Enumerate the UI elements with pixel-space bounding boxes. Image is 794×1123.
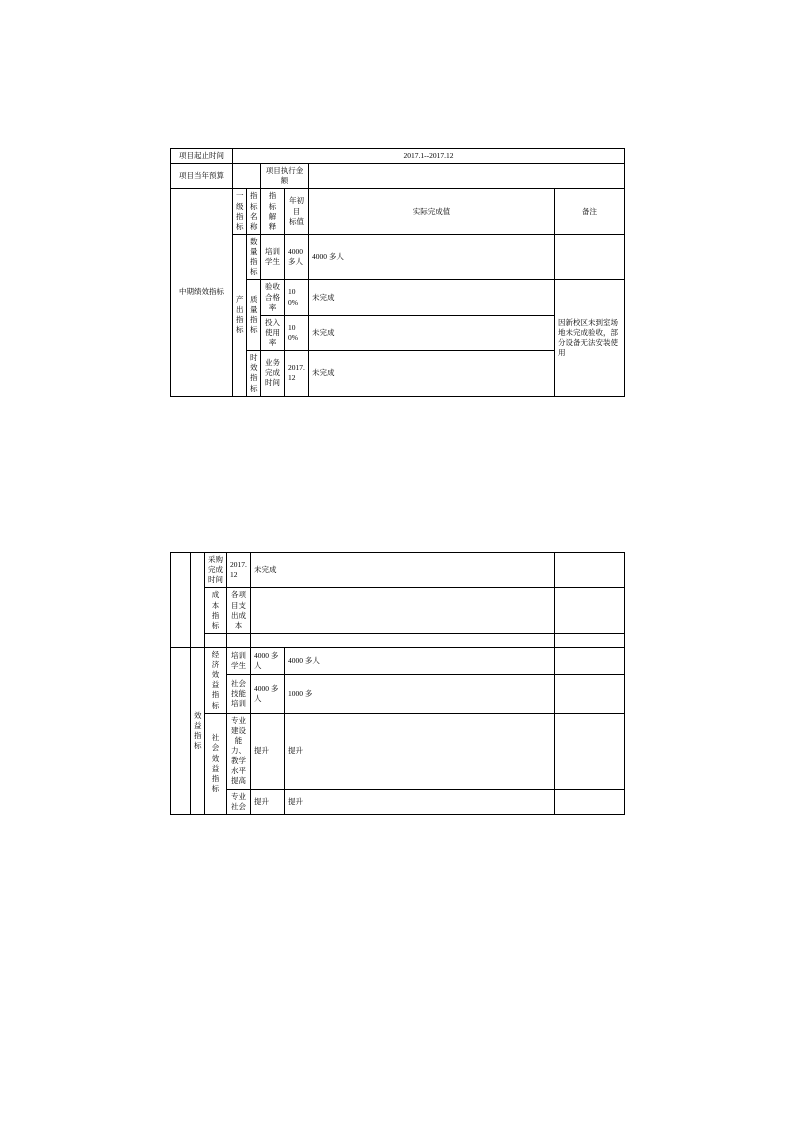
spacer-left-top — [171, 553, 191, 648]
exec-label: 项目执行金额 — [261, 164, 309, 189]
item-actual-b5: 提升 — [285, 713, 555, 789]
quality-label: 质 量 指 标 — [247, 280, 261, 351]
table-row — [171, 647, 625, 674]
timeliness-label: 时 效 指 标 — [247, 351, 261, 397]
header-annual: 年初目 标值 — [285, 189, 309, 235]
item-explain-b0: 2017.12 — [227, 553, 251, 588]
table-row — [171, 164, 625, 189]
remark-merged: 因新校区未到室场地未完成验收，部分设备无法安装使用 — [555, 280, 625, 396]
item-actual-b6: 提升 — [285, 789, 555, 814]
quantity-label: 数 量 指 标 — [247, 234, 261, 280]
item-name-b0: 采购 完成 时间 — [205, 553, 227, 588]
item-remark-b5 — [555, 713, 625, 789]
item-remark-b6 — [555, 789, 625, 814]
item-explain-0: 4000 多人 — [285, 234, 309, 280]
table-row — [171, 588, 625, 634]
social-label: 社 会 效 益 指 标 — [205, 713, 227, 814]
item-explain-b3: 4000 多人 — [251, 647, 285, 674]
header-explain: 指 标 解 释 — [261, 189, 285, 235]
item-remark-b0 — [555, 553, 625, 588]
header-name: 指 标 名 称 — [247, 189, 261, 235]
table-bottom — [170, 552, 625, 815]
item-remark-b1 — [555, 588, 625, 634]
period-label: 项目起止时间 — [171, 149, 233, 164]
header-remark: 备注 — [555, 189, 625, 235]
table-row — [171, 789, 625, 814]
blank-c1 — [205, 633, 227, 647]
budget-label: 项目当年预算 — [171, 164, 233, 189]
period-value: 2017.1--2017.12 — [233, 149, 625, 164]
table-row — [171, 149, 625, 164]
item-name-b6: 专业 社会 — [227, 789, 251, 814]
output-label: 产 出 指 标 — [233, 234, 247, 396]
spacer-left-bottom — [171, 647, 191, 814]
benefit-label: 效 益 指 标 — [191, 647, 205, 814]
table-row — [171, 553, 625, 588]
item-name-3: 业务 完成 时间 — [261, 351, 285, 397]
item-explain-3: 2017.12 — [285, 351, 309, 397]
blank-c4 — [555, 633, 625, 647]
item-explain-1: 100% — [285, 280, 309, 315]
item-actual-b0: 未完成 — [251, 553, 555, 588]
cost-indicator-label: 成 本 指 标 — [205, 588, 227, 634]
table-row — [171, 713, 625, 789]
item-name-2: 投入 使用率 — [261, 315, 285, 350]
item-remark-b4 — [555, 675, 625, 713]
exec-value — [309, 164, 625, 189]
table-row-blank — [171, 633, 625, 647]
item-actual-0: 4000 多人 — [309, 234, 555, 280]
item-remark-0 — [555, 234, 625, 280]
header-actual: 实际完成值 — [309, 189, 555, 235]
table-header-row — [171, 189, 625, 235]
item-actual-1: 未完成 — [309, 280, 555, 315]
item-actual-b4: 1000 多 — [285, 675, 555, 713]
item-remark-b3 — [555, 647, 625, 674]
blank-c2 — [227, 633, 251, 647]
table-row — [171, 234, 625, 280]
performance-table-bottom — [170, 552, 624, 815]
item-explain-b5: 提升 — [251, 713, 285, 789]
item-name-b4: 社会 技能 培训 — [227, 675, 251, 713]
item-name-1: 验收 合格率 — [261, 280, 285, 315]
item-name-b3: 培训 学生 — [227, 647, 251, 674]
item-name-b5: 专业 建设能 力、 教学 水平 提高 — [227, 713, 251, 789]
table-row — [171, 675, 625, 713]
cost-label — [191, 553, 205, 648]
item-actual-3: 未完成 — [309, 351, 555, 397]
item-actual-2: 未完成 — [309, 315, 555, 350]
item-name-0: 培训 学生 — [261, 234, 285, 280]
item-explain-2: 100% — [285, 315, 309, 350]
table-top — [170, 148, 625, 397]
economic-label: 经 济 效 益 指 标 — [205, 647, 227, 713]
blank-c3 — [251, 633, 555, 647]
item-explain-b1: 各项 目支 出成 本 — [227, 588, 251, 634]
budget-value — [233, 164, 261, 189]
item-actual-b1 — [251, 588, 555, 634]
mid-term-label: 中期绩效指标 — [171, 189, 233, 396]
item-actual-b3: 4000 多人 — [285, 647, 555, 674]
item-explain-b6: 提升 — [251, 789, 285, 814]
item-explain-b4: 4000 多人 — [251, 675, 285, 713]
header-level1: 一 级 指 标 — [233, 189, 247, 235]
performance-table-top — [170, 148, 624, 397]
